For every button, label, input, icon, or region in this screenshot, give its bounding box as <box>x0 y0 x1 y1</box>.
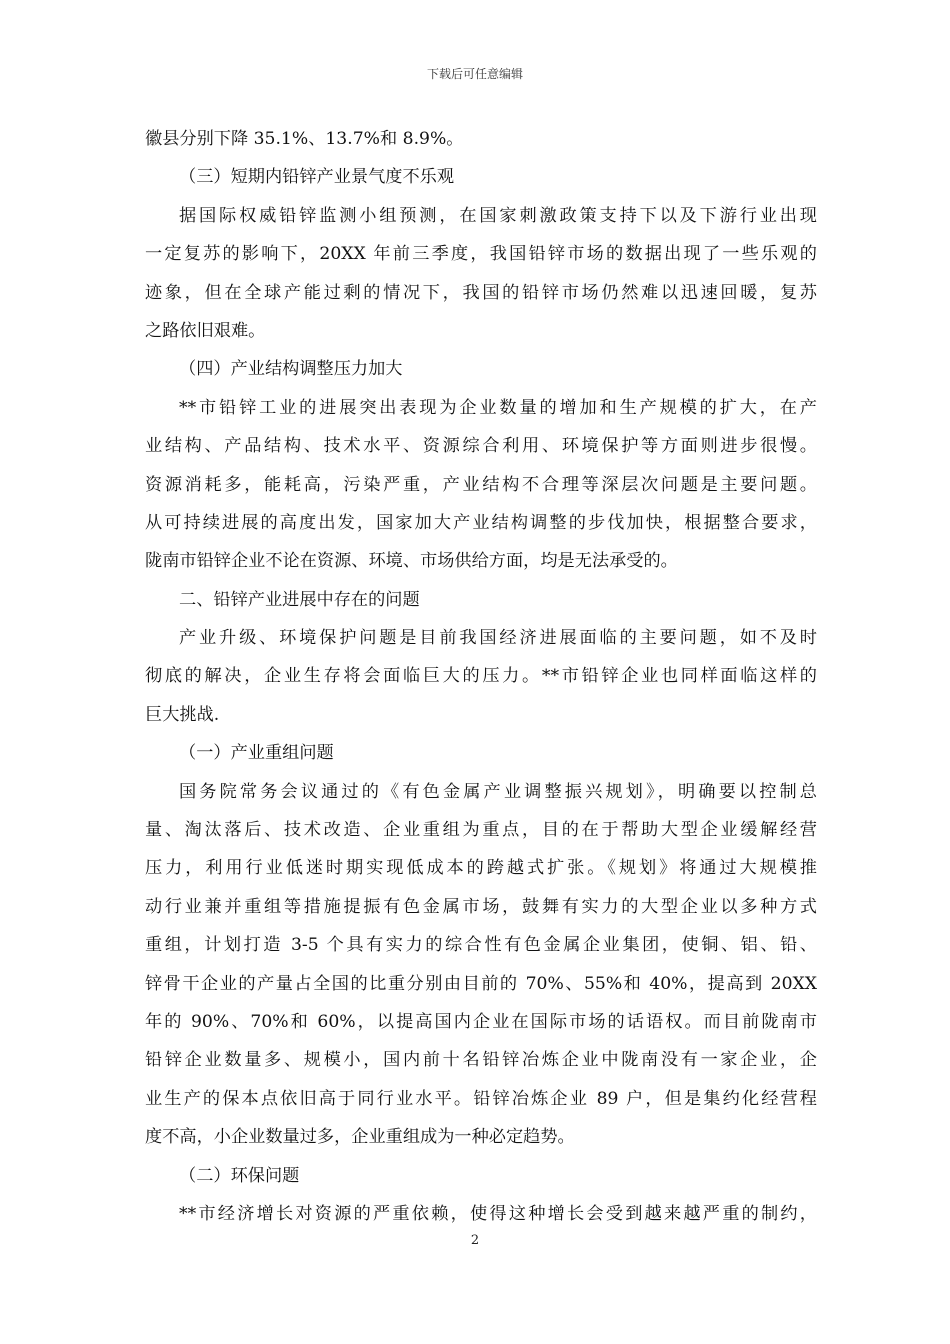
text-line: 度不高，小企业数量过多，企业重组成为一种必定趋势。 <box>145 1127 575 1148</box>
text-line: 量、淘汰落后、技术改造、企业重组为重点，目的在于帮助大型企业缓解经营 <box>145 820 817 841</box>
text-line: 重组，计划打造 3-5 个具有实力的综合性有色金属企业集团，使铜、铝、铅、 <box>145 935 817 956</box>
text-line: 彻底的解决，企业生存将会面临巨大的压力。**市铅锌企业也同样面临这样的 <box>145 666 817 687</box>
text-line: **市经济增长对资源的严重依赖，使得这种增长会受到越来越严重的制约， <box>179 1203 817 1224</box>
text-line: 一定复苏的影响下，20XX 年前三季度，我国铅锌市场的数据出现了一些乐观的 <box>145 244 817 265</box>
text-line: 之路依旧艰难。 <box>145 320 266 341</box>
text-line: 从可持续进展的高度出发，国家加大产业结构调整的步伐加快，根据整合要求， <box>145 512 817 533</box>
text-line: 国务院常务会议通过的《有色金属产业调整振兴规划》，明确要以控制总 <box>179 781 817 802</box>
text-line: 动行业兼并重组等措施提振有色金属市场，鼓舞有实力的大型企业以多种方式 <box>145 896 817 917</box>
text-line: 巨大挑战. <box>145 704 220 725</box>
text-line: 业生产的保本点依旧高于同行业水平。铅锌冶炼企业 89 户，但是集约化经营程 <box>145 1088 817 1109</box>
page-number: 2 <box>470 1233 480 1248</box>
section-heading: （四）产业结构调整压力加大 <box>179 359 403 380</box>
text-line: 据国际权威铅锌监测小组预测，在国家刺激政策支持下以及下游行业出现 <box>179 205 817 226</box>
text-line: 业结构、产品结构、技术水平、资源综合利用、环境保护等方面则进步很慢。 <box>145 436 817 457</box>
page-header: 下载后可任意编辑 <box>426 67 523 81</box>
section-heading: （二）环保问题 <box>179 1165 300 1186</box>
text-line: **市铅锌工业的进展突出表现为企业数量的增加和生产规模的扩大，在产 <box>179 397 817 418</box>
section-heading: （三）短期内铅锌产业景气度不乐观 <box>179 167 455 188</box>
text-line: 迹象，但在全球产能过剩的情况下，我国的铅锌市场仍然难以迅速回暖，复苏 <box>145 282 817 303</box>
text-line: 年的 90%、70%和 60%，以提高国内企业在国际市场的话语权。而目前陇南市 <box>145 1011 817 1032</box>
text-line: 铅锌企业数量多、规模小，国内前十名铅锌冶炼企业中陇南没有一家企业，企 <box>145 1050 817 1071</box>
text-line: 产业升级、环境保护问题是目前我国经济进展面临的主要问题，如不及时 <box>179 628 817 649</box>
section-heading: 二、铅锌产业进展中存在的问题 <box>179 589 420 610</box>
text-line: 陇南市铅锌企业不论在资源、环境、市场供给方面，均是无法承受的。 <box>145 551 678 572</box>
text-line: 徽县分别下降 35.1%、13.7%和 8.9%。 <box>145 129 464 149</box>
section-heading: （一）产业重组问题 <box>179 743 334 764</box>
text-line: 压力，利用行业低迷时期实现低成本的跨越式扩张。《规划》将通过大规模推 <box>145 858 817 879</box>
text-line: 资源消耗多，能耗高，污染严重，产业结构不合理等深层次问题是主要问题。 <box>145 474 817 495</box>
document-body <box>145 120 817 1233</box>
text-line: 锌骨干企业的产量占全国的比重分别由目前的 70%、55%和 40%，提高到 20XX <box>145 973 817 994</box>
